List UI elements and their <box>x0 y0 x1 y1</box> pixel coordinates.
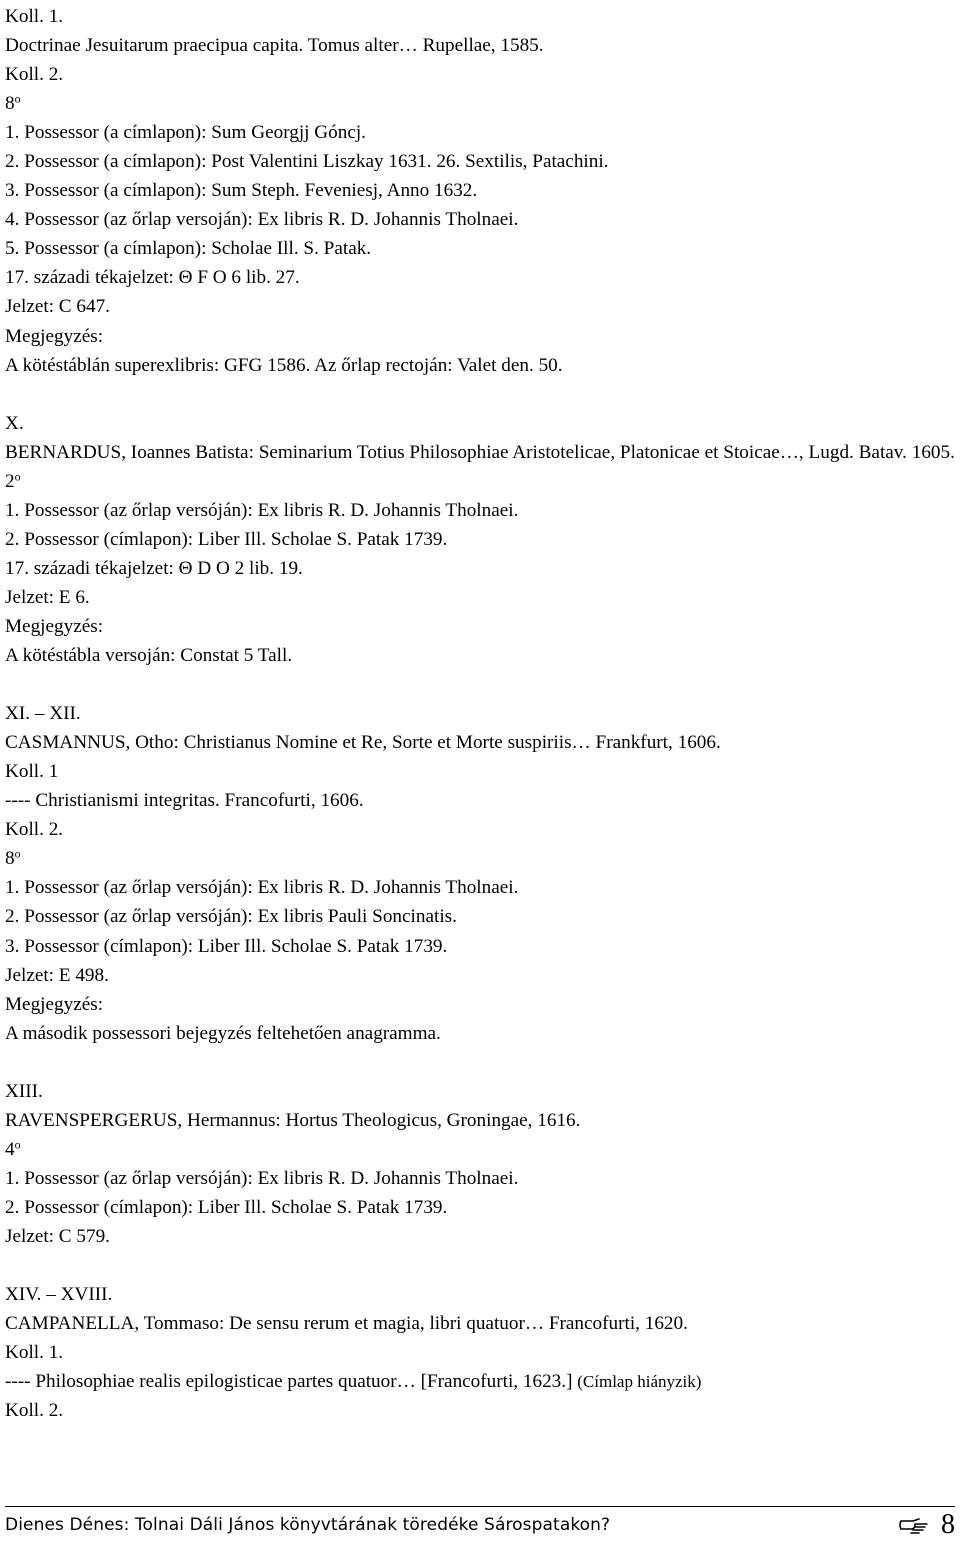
blank-line <box>5 1251 957 1280</box>
text-line <box>5 2 957 31</box>
text-line <box>5 1309 957 1338</box>
line-text: Megjegyzés: <box>5 615 104 637</box>
line-text: Megjegyzés: <box>5 993 104 1015</box>
text-line <box>5 932 957 961</box>
text-line <box>5 322 957 351</box>
line-text: 8 <box>5 93 15 115</box>
text-line <box>5 786 957 815</box>
text-line <box>5 60 957 89</box>
footer-right <box>899 1509 955 1541</box>
text-line <box>5 89 957 118</box>
line-text: ---- Christianismi integritas. Francofurti, 1606. <box>5 790 364 812</box>
line-text: 1. Possessor (az őrlap versóján): Ex libris R. D. Johannis Tholnaei. <box>5 499 519 521</box>
line-text: A kötéstábla versoján: Constat 5 Tall. <box>5 645 293 667</box>
text-line <box>5 1222 957 1251</box>
text-line <box>5 234 957 263</box>
line-text: 4 <box>5 1138 15 1160</box>
note-text: (Címlap hiányzik) <box>577 1372 702 1392</box>
line-text: 1. Possessor (a címlapon): Sum Georgjj Góncj. <box>5 122 366 144</box>
line-text: 1. Possessor (az őrlap versóján): Ex libris R. D. Johannis Tholnaei. <box>5 877 519 899</box>
footer-divider <box>5 1506 955 1507</box>
text-line <box>5 525 957 554</box>
text-line <box>5 467 957 496</box>
line-text: Jelzet: C 579. <box>5 1225 110 1247</box>
line-text: 2 <box>5 470 15 492</box>
line-text: 2. Possessor (címlapon): Liber Ill. Scholae S. Patak 1739. <box>5 1196 448 1218</box>
line-text: CAMPANELLA, Tommaso: De sensu rerum et magia, libri quatuor… Francofurti, 1620. <box>5 1313 688 1335</box>
text-line <box>5 205 957 234</box>
line-text: 17. századi tékajelzet: Θ F O 6 lib. 27. <box>5 267 300 289</box>
text-line <box>5 990 957 1019</box>
line-text: 3. Possessor (a címlapon): Sum Steph. Feveniesj, Anno 1632. <box>5 180 478 202</box>
line-text: Koll. 2. <box>5 819 64 841</box>
line-text: RAVENSPERGERUS, Hermannus: Hortus Theologicus, Groningae, 1616. <box>5 1109 581 1131</box>
line-text: Koll. 2. <box>5 1400 64 1422</box>
text-line <box>5 1077 957 1106</box>
superscript-text: o <box>14 846 21 861</box>
superscript-text: o <box>14 91 21 106</box>
line-text: 2. Possessor (az őrlap versóján): Ex libris Pauli Soncinatis. <box>5 906 457 928</box>
line-text: 5. Possessor (a címlapon): Scholae Ill. S. Patak. <box>5 238 372 260</box>
blank-line <box>5 670 957 699</box>
text-line <box>5 815 957 844</box>
text-line <box>5 118 957 147</box>
line-text: Koll. 1. <box>5 6 64 27</box>
page-number: 8 <box>941 1509 955 1540</box>
line-text: A kötéstáblán superexlibris: GFG 1586. Az őrlap rectoján: Valet den. 50. <box>5 354 563 376</box>
text-line <box>5 554 957 583</box>
superscript-text: o <box>14 469 21 484</box>
text-line <box>5 583 957 612</box>
line-text: 1. Possessor (az őrlap versóján): Ex libris R. D. Johannis Tholnaei. <box>5 1167 519 1189</box>
line-text: 4. Possessor (az őrlap versoján): Ex libris R. D. Johannis Tholnaei. <box>5 209 519 231</box>
text-line <box>5 1338 957 1367</box>
blank-line <box>5 1048 957 1077</box>
line-text: Jelzet: C 647. <box>5 296 110 318</box>
text-line <box>5 31 957 60</box>
line-text: ---- Philosophiae realis epilogisticae partes quatuor… [Francofurti, 1623.] <box>5 1371 578 1393</box>
text-line <box>5 351 957 380</box>
line-text: X. <box>5 412 24 434</box>
text-line <box>5 176 957 205</box>
text-line <box>5 641 957 670</box>
line-text: Koll. 1 <box>5 761 59 783</box>
text-line <box>5 728 957 757</box>
text-line <box>5 438 957 467</box>
text-line <box>5 263 957 292</box>
text-line <box>5 496 957 525</box>
text-line <box>5 409 957 438</box>
line-text: Koll. 2. <box>5 64 64 86</box>
line-text: XIII. <box>5 1080 43 1102</box>
text-line <box>5 292 957 321</box>
text-line <box>5 1019 957 1048</box>
text-line <box>5 699 957 728</box>
line-text: Jelzet: E 6. <box>5 586 90 608</box>
line-text: Koll. 1. <box>5 1342 64 1364</box>
line-text: 17. századi tékajelzet: Θ D O 2 lib. 19. <box>5 557 303 579</box>
pointing-hand-icon <box>899 1515 931 1535</box>
line-text: CASMANNUS, Otho: Christianus Nomine et Re, Sorte et Morte suspiriis… Frankfurt, 1606. <box>5 732 721 754</box>
text-line <box>5 612 957 641</box>
line-text: 2. Possessor (címlapon): Liber Ill. Scholae S. Patak 1739. <box>5 528 448 550</box>
page-footer <box>5 1510 955 1540</box>
line-text: XI. – XII. <box>5 703 81 725</box>
text-line <box>5 961 957 990</box>
text-line <box>5 147 957 176</box>
footer-title: Dienes Dénes: Tolnai Dáli János könyvtárának töredéke Sárospatakon? <box>5 1515 611 1535</box>
text-line <box>5 1164 957 1193</box>
line-text: BERNARDUS, Ioannes Batista: Seminarium Totius Philosophiae Aristotelicae, Platonicae et Stoicae…, Lugd. Batav. 1605. <box>5 441 955 463</box>
line-text: Megjegyzés: <box>5 325 104 347</box>
text-line <box>5 757 957 786</box>
text-line <box>5 1106 957 1135</box>
text-line <box>5 1396 957 1425</box>
line-text: 2. Possessor (a címlapon): Post Valentini Liszkay 1631. 26. Sextilis, Patachini. <box>5 151 609 173</box>
line-text: 3. Possessor (címlapon): Liber Ill. Scholae S. Patak 1739. <box>5 935 448 957</box>
text-line <box>5 873 957 902</box>
text-line <box>5 1193 957 1222</box>
document-body <box>5 2 957 1425</box>
line-text: XIV. – XVIII. <box>5 1284 113 1306</box>
line-text: A második possessori bejegyzés feltehetően anagramma. <box>5 1022 441 1044</box>
text-line <box>5 844 957 873</box>
text-line <box>5 1135 957 1164</box>
line-text: Doctrinae Jesuitarum praecipua capita. Tomus alter… Rupellae, 1585. <box>5 35 544 57</box>
blank-line <box>5 380 957 409</box>
line-text: 8 <box>5 848 15 870</box>
text-line <box>5 1280 957 1309</box>
superscript-text: o <box>14 1137 21 1152</box>
text-line <box>5 902 957 931</box>
line-text: Jelzet: E 498. <box>5 964 109 986</box>
text-line <box>5 1367 957 1396</box>
